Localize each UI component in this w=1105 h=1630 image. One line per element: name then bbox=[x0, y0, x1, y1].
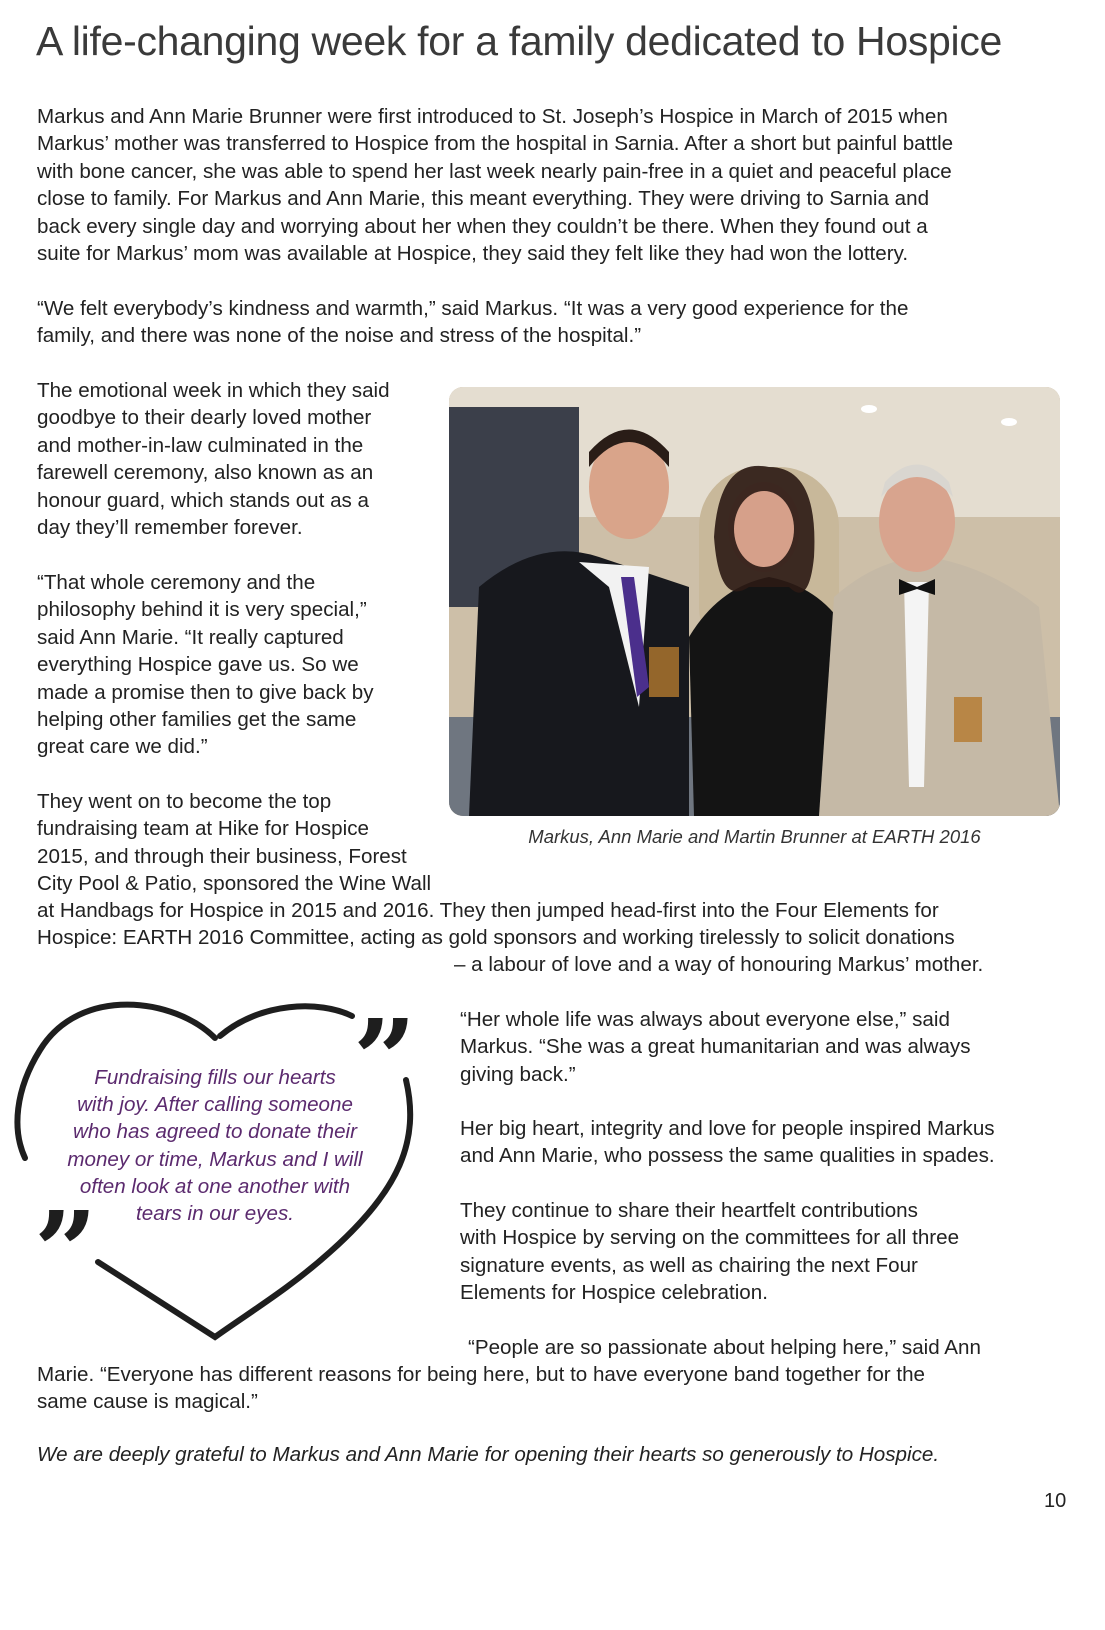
text-line: “Her whole life was always about everyone else,” said bbox=[460, 1008, 950, 1031]
text-line: Hospice: EARTH 2016 Committee, acting as gold sponsors and working tirelessly to solicit donations bbox=[37, 926, 955, 950]
text-line: “We felt everybody’s kindness and warmth,” said Markus. “It was a very good experience for the bbox=[37, 297, 909, 320]
text-line: money or time, Markus and I will bbox=[67, 1147, 363, 1171]
paragraph-handbags bbox=[37, 897, 955, 952]
photo-illustration bbox=[449, 387, 1060, 816]
paragraph-passionate-cont bbox=[37, 1361, 925, 1416]
text-line: The emotional week in which they said bbox=[37, 379, 390, 402]
text-line: They continue to share their heartfelt contributions bbox=[460, 1199, 918, 1222]
text-line: who has agreed to donate their bbox=[73, 1120, 357, 1144]
paragraph-quote-markus bbox=[37, 295, 908, 350]
text-line: farewell ceremony, also known as an bbox=[37, 461, 374, 485]
paragraph-ceremony bbox=[37, 569, 374, 761]
paragraph-handbags-end bbox=[454, 951, 983, 978]
text-line: everything Hospice gave us. So we bbox=[37, 653, 359, 677]
text-line: suite for Markus’ mom was available at Hospice, they said they felt like they had won the lottery. bbox=[37, 241, 909, 265]
page-number: 10 bbox=[1044, 1490, 1067, 1512]
text-line: same cause is magical.” bbox=[37, 1390, 258, 1414]
text-line: at Handbags for Hospice in 2015 and 2016. They then jumped head-first into the Four Elements for bbox=[37, 899, 939, 922]
paragraph-passionate bbox=[468, 1334, 981, 1361]
text-line: great care we did.” bbox=[37, 735, 208, 759]
paragraph-committees bbox=[460, 1197, 959, 1307]
photo-caption: Markus, Ann Marie and Martin Brunner at EARTH 2016 bbox=[528, 826, 981, 847]
text-line: honour guard, which stands out as a bbox=[37, 488, 370, 512]
paragraph-big-heart bbox=[460, 1115, 995, 1170]
text-line: with Hospice by serving on the committees for all three bbox=[460, 1226, 960, 1250]
text-line: close to family. For Markus and Ann Marie, this meant everything. They were driving to Sarnia and bbox=[37, 187, 930, 211]
text-line: tears in our eyes. bbox=[136, 1202, 294, 1226]
pull-quote bbox=[40, 1064, 390, 1227]
text-line: Fundraising fills our hearts bbox=[94, 1066, 336, 1089]
text-line: “People are so passionate about helping here,” said Ann bbox=[468, 1336, 981, 1359]
paragraph-intro bbox=[37, 103, 953, 267]
text-line: giving back.” bbox=[460, 1062, 576, 1086]
closing-statement: We are deeply grateful to Markus and Ann Marie for opening their hearts so generously to Hospice. bbox=[37, 1443, 940, 1466]
text-line: back every single day and worrying about her when they couldn’t be there. When they found out a bbox=[37, 214, 928, 238]
text-line: made a promise then to give back by bbox=[37, 680, 374, 704]
text-line: Her big heart, integrity and love for people inspired Markus bbox=[460, 1117, 995, 1140]
text-line: and Ann Marie, who possess the same qualities in spades. bbox=[460, 1144, 995, 1168]
paragraph-fundraising-team bbox=[37, 788, 431, 898]
text-line: with joy. After calling someone bbox=[77, 1093, 353, 1117]
text-line: goodbye to their dearly loved mother bbox=[37, 406, 372, 430]
text-line: signature events, as well as chairing the next Four bbox=[460, 1253, 918, 1277]
text-line: day they’ll remember forever. bbox=[37, 515, 303, 539]
paragraph-whole-life bbox=[460, 1006, 971, 1088]
photo-brunner-family bbox=[449, 387, 1060, 816]
text-line: 2015, and through their business, Forest bbox=[37, 844, 407, 868]
text-line: with bone cancer, she was able to spend her last week nearly pain-free in a quiet and peaceful place bbox=[37, 159, 952, 183]
text-line: – a labour of love and a way of honouring Markus’ mother. bbox=[454, 953, 984, 976]
text-line: family, and there was none of the noise and stress of the hospital.” bbox=[37, 324, 642, 348]
text-line: City Pool & Patio, sponsored the Wine Wall bbox=[37, 872, 432, 896]
text-line: said Ann Marie. “It really captured bbox=[37, 625, 344, 649]
text-line: often look at one another with bbox=[79, 1174, 351, 1198]
text-line: They went on to become the top bbox=[37, 790, 332, 813]
text-line: Elements for Hospice celebration. bbox=[460, 1281, 768, 1305]
text-line: Markus and Ann Marie Brunner were first introduced to St. Joseph’s Hospice in March of 2015 when bbox=[37, 105, 948, 128]
text-line: Marie. “Everyone has different reasons for being here, but to have everyone band together for the bbox=[37, 1363, 925, 1386]
text-line: fundraising team at Hike for Hospice bbox=[37, 817, 369, 841]
paragraph-emotional-week bbox=[37, 377, 390, 541]
text-line: helping other families get the same bbox=[37, 707, 357, 731]
text-line: Markus. “She was a great humanitarian and was always bbox=[460, 1035, 971, 1059]
text-line: Markus’ mother was transferred to Hospice from the hospital in Sarnia. After a short but painful battle bbox=[37, 132, 954, 156]
article-title: A life-changing week for a family dedicated to Hospice bbox=[36, 18, 1003, 64]
text-line: philosophy behind it is very special,” bbox=[37, 598, 367, 622]
text-line: “That whole ceremony and the bbox=[37, 571, 316, 594]
text-line: and mother-in-law culminated in the bbox=[37, 433, 364, 457]
